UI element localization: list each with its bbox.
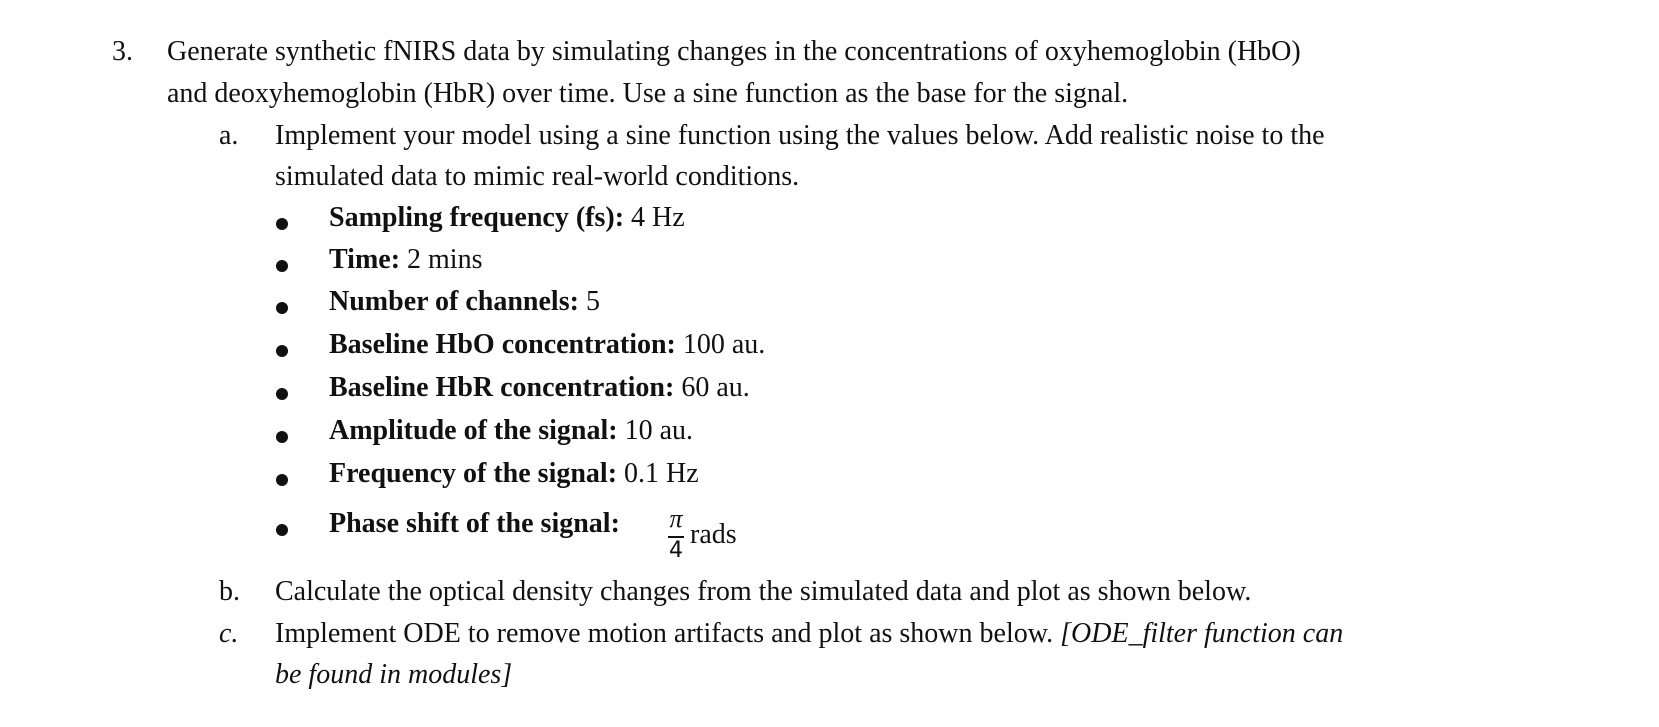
param-value: 2 mins xyxy=(400,244,483,275)
param-label: Baseline HbO concentration: xyxy=(329,329,676,360)
part-c-text: Implement ODE to remove motion artifacts and plot as shown below. xyxy=(275,618,1061,649)
param-value: 0.1 Hz xyxy=(617,458,699,489)
bullet-icon xyxy=(276,302,288,314)
param-label: Frequency of the signal: xyxy=(329,458,618,489)
param-label: Sampling frequency (fs): xyxy=(329,202,625,233)
part-a-text-line2: simulated data to mimic real-world conditions. xyxy=(275,161,800,192)
part-c-italic-note: [ODE_filter function can xyxy=(1060,618,1344,649)
bullet-icon xyxy=(276,388,288,400)
question-number: 3. xyxy=(112,36,133,67)
bullet-icon xyxy=(276,431,288,443)
bullet-icon xyxy=(276,260,288,272)
param-time xyxy=(329,246,483,274)
param-label: Number of channels: xyxy=(329,286,579,317)
param-label: Baseline HbR concentration: xyxy=(329,372,675,403)
bullet-icon xyxy=(276,474,288,486)
question-text-line2: and deoxyhemoglobin (HbR) over time. Use a sine function as the base for the signal. xyxy=(167,78,1129,109)
param-baseline-hbo xyxy=(329,331,765,359)
part-c-text-line2: be found in modules] xyxy=(275,659,513,690)
part-a-label: a. xyxy=(219,120,239,151)
part-c-label: c. xyxy=(219,618,239,649)
param-value: 5 xyxy=(578,286,600,317)
param-baseline-hbr xyxy=(329,374,750,402)
param-unit-rads: rads xyxy=(690,519,737,550)
param-value: 60 au. xyxy=(674,372,750,403)
param-frequency xyxy=(329,460,699,488)
fraction-denominator: 4 xyxy=(669,538,683,563)
param-number-of-channels xyxy=(329,288,600,316)
param-label: Time: xyxy=(329,244,401,275)
bullet-icon xyxy=(276,345,288,357)
question-text-line1: Generate synthetic fNIRS data by simulating changes in the concentrations of oxyhemoglobin (HbO) xyxy=(167,36,1301,67)
param-label: Phase shift of the signal: xyxy=(329,508,620,539)
param-value: 4 Hz xyxy=(624,202,685,233)
param-sampling-frequency xyxy=(329,204,685,232)
part-c-text-line1 xyxy=(275,620,1343,648)
param-phase-shift xyxy=(329,510,620,538)
part-a-text-line1: Implement your model using a sine function using the values below. Add realistic noise to the xyxy=(275,120,1325,151)
fraction-numerator: π xyxy=(669,504,683,533)
bullet-icon xyxy=(276,218,288,230)
param-label: Amplitude of the signal: xyxy=(329,415,618,446)
part-b-label: b. xyxy=(219,576,240,607)
param-value: 100 au. xyxy=(675,329,766,360)
phase-fraction xyxy=(667,506,685,566)
bullet-icon xyxy=(276,524,288,536)
part-b-text: Calculate the optical density changes from the simulated data and plot as shown below. xyxy=(275,576,1252,607)
param-amplitude xyxy=(329,417,693,445)
param-value: 10 au. xyxy=(617,415,694,446)
